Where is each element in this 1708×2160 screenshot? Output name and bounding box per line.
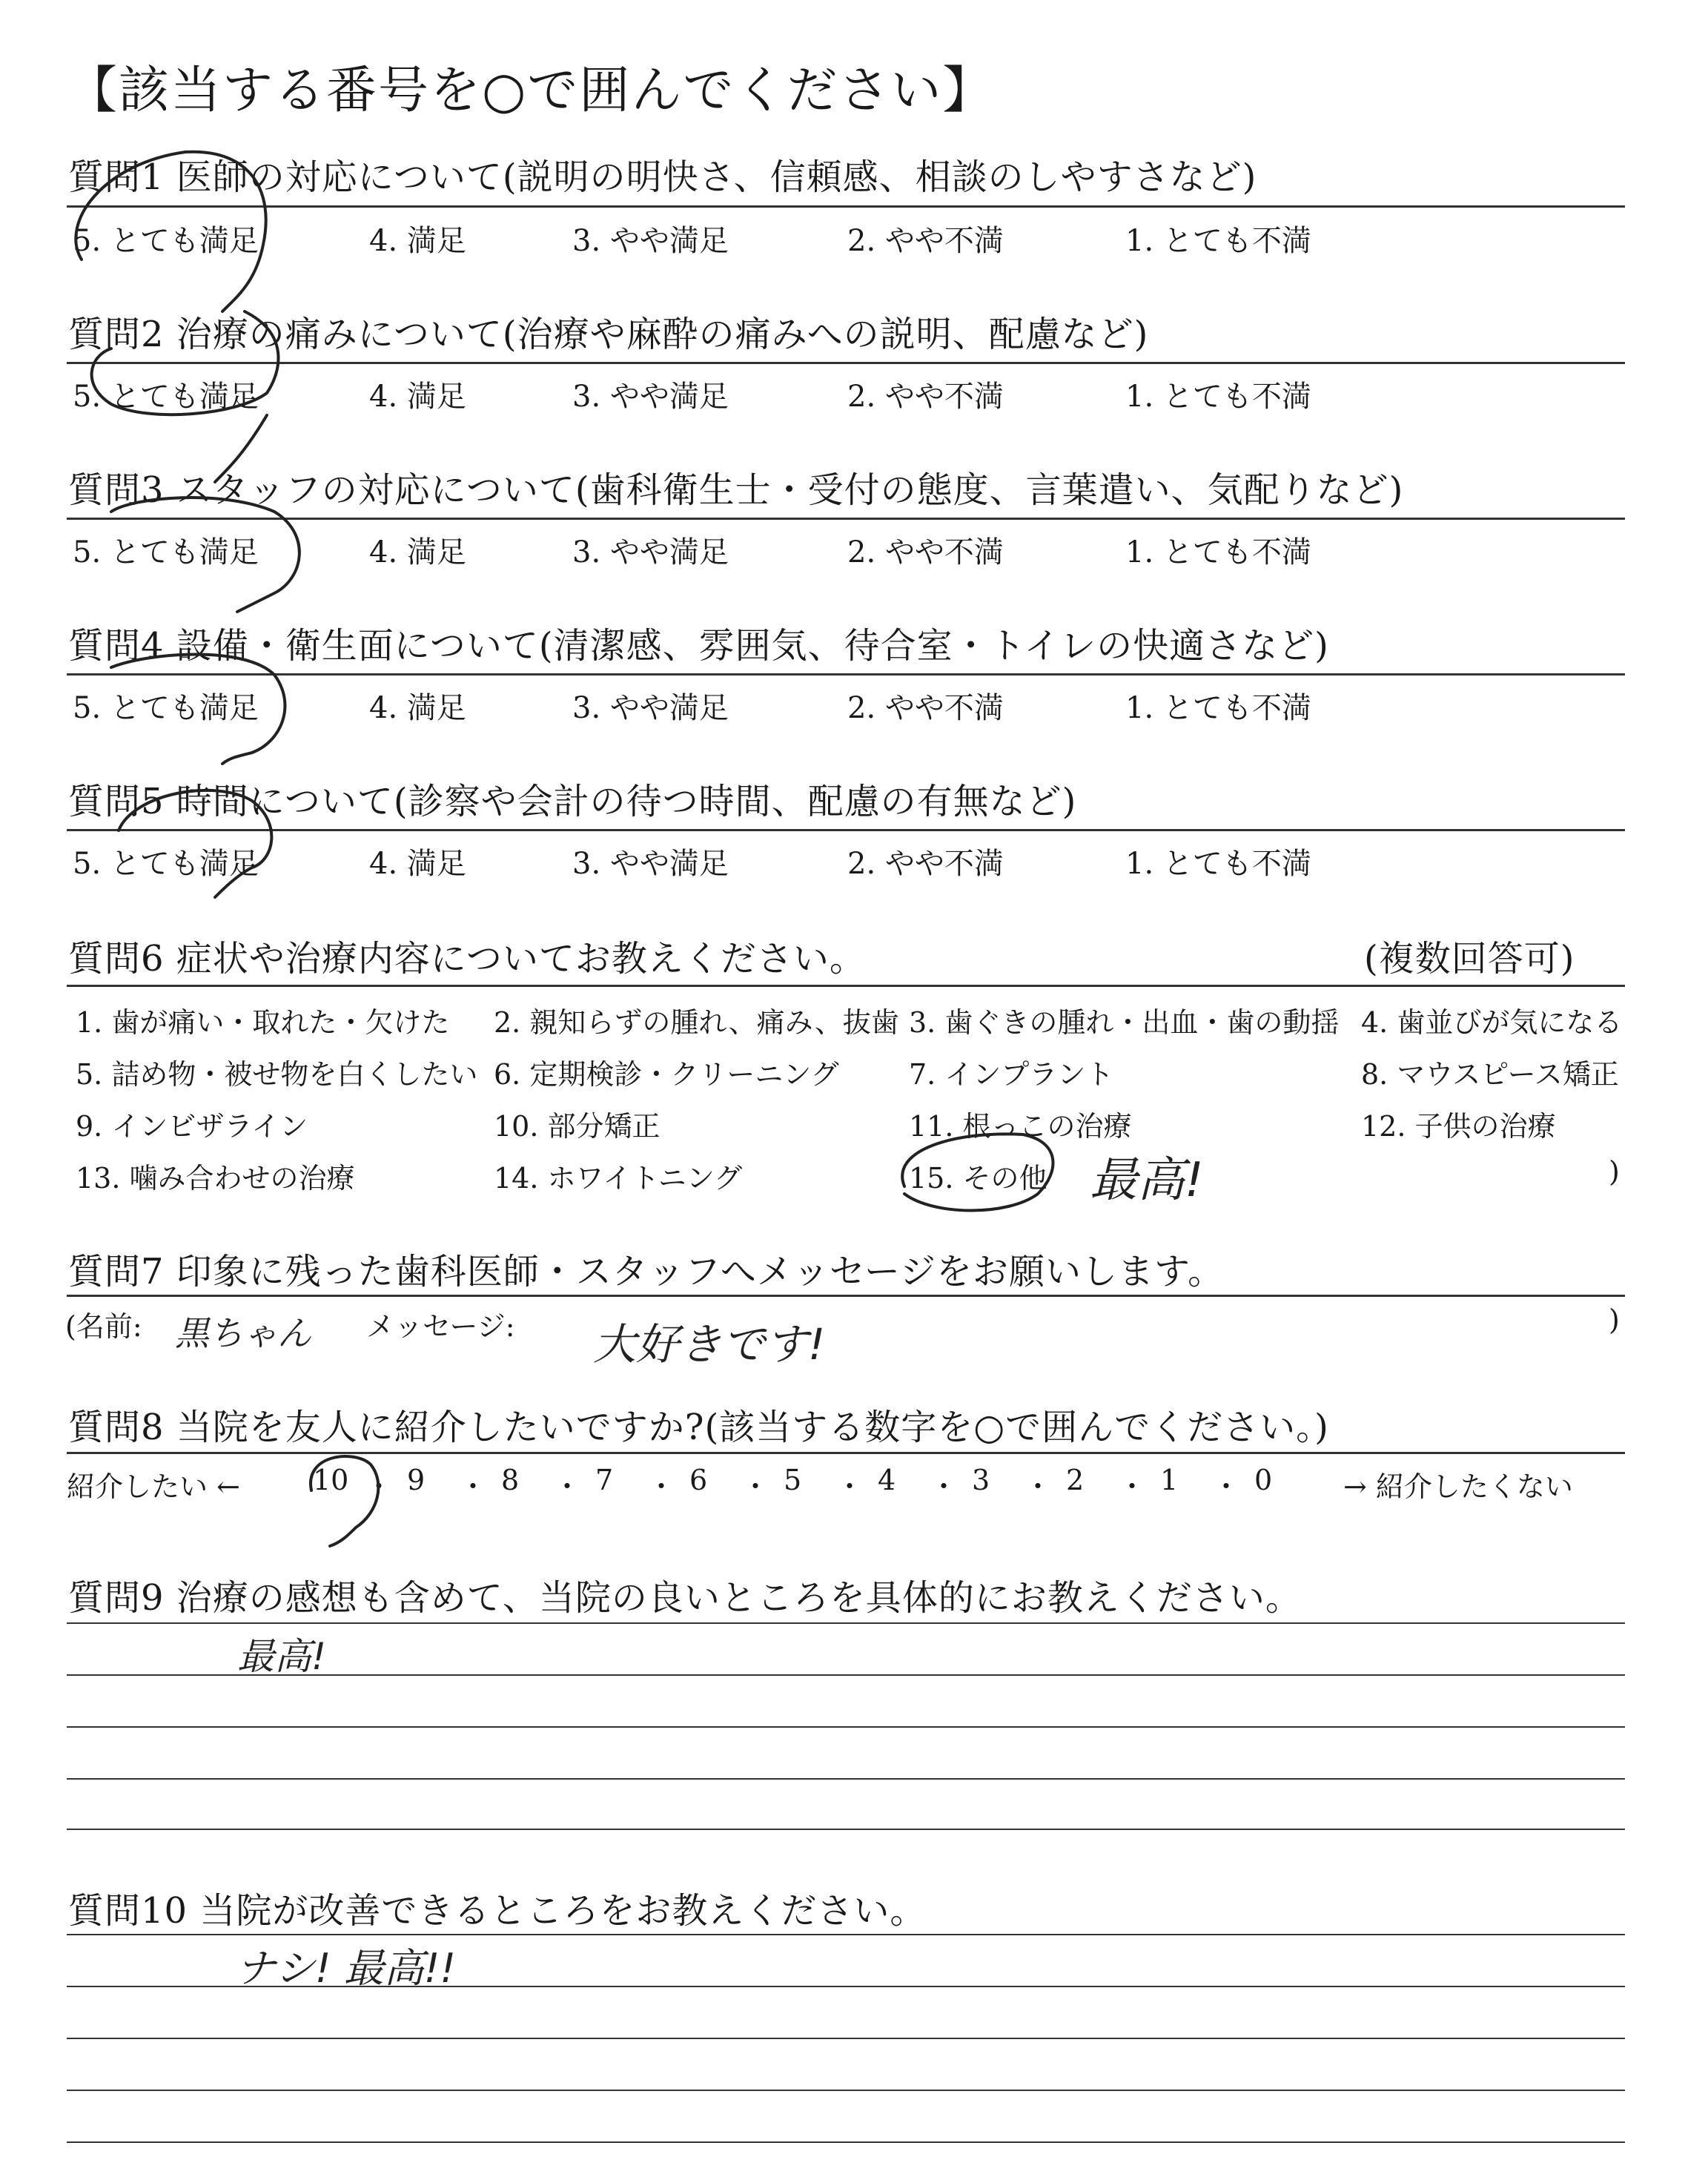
symptom-option[interactable]: 9. インビザライン [76, 1110, 308, 1143]
scale-value[interactable]: 5 [784, 1464, 802, 1496]
answer-line [67, 1726, 1625, 1728]
question-title: 質問4 設備・衛生面について(清潔感、雰囲気、待合室・トイレの快適さなど) [68, 625, 1329, 667]
symptom-option[interactable]: 4. 歯並びが気になる [1361, 1006, 1623, 1039]
message-handwritten[interactable]: 大好きです! [593, 1319, 826, 1370]
option-2[interactable]: 2. やや不満 [847, 847, 1004, 881]
answer-line [67, 1622, 1625, 1624]
name-handwritten[interactable]: 黒ちゃん [175, 1313, 311, 1353]
recommend-left-label: 紹介したい ← [67, 1470, 240, 1503]
symptom-option[interactable]: 14. ホワイトニング [494, 1162, 743, 1195]
close-paren: ) [1609, 1155, 1620, 1188]
symptom-option[interactable]: 7. インプラント [909, 1058, 1114, 1091]
divider [67, 518, 1625, 520]
option-1[interactable]: 1. とても不満 [1125, 535, 1311, 569]
scale-value[interactable]: 0 [1254, 1464, 1273, 1496]
option-2[interactable]: 2. やや不満 [847, 535, 1004, 569]
option-1[interactable]: 1. とても不満 [1125, 691, 1311, 725]
scale-separator: ・ [647, 1470, 676, 1503]
option-3[interactable]: 3. やや満足 [572, 847, 729, 881]
question-title: 質問2 治療の痛みについて(治療や麻酔の痛みへの説明、配慮など) [68, 314, 1149, 355]
option-5[interactable]: 5. とても満足 [73, 847, 259, 881]
message-label: メッセージ: [366, 1310, 515, 1343]
answer-line [67, 1674, 1625, 1676]
question-title: 質問3 スタッフの対応について(歯科衛生士・受付の態度、言葉遣い、気配りなど) [68, 469, 1404, 511]
recommend-right-label: → 紹介したくない [1343, 1470, 1573, 1503]
form-header: 【該当する番号を○で囲んでください】 [67, 62, 995, 120]
answer-line [67, 1986, 1625, 1987]
name-label: (名前: [65, 1310, 142, 1343]
option-3[interactable]: 3. やや満足 [572, 535, 729, 569]
question-title: 質問7 印象に残った歯科医師・スタッフへメッセージをお願いします。 [68, 1251, 1225, 1292]
symptom-option[interactable]: 3. 歯ぐきの腫れ・出血・歯の動揺 [909, 1006, 1340, 1039]
improvement-answer[interactable]: ナシ! 最高!! [236, 1945, 457, 1992]
scale-separator: ・ [930, 1470, 959, 1503]
answer-line [67, 2090, 1625, 2091]
answer-line [67, 2038, 1625, 2039]
scale-separator: ・ [365, 1470, 394, 1503]
option-4[interactable]: 4. 満足 [369, 224, 466, 258]
close-paren: ) [1609, 1304, 1620, 1336]
other-handwritten-answer: 最高! [1090, 1153, 1204, 1208]
question-title: 質問6 症状や治療内容についてお教えください。 [68, 938, 866, 980]
symptom-option[interactable]: 2. 親知らずの腫れ、痛み、抜歯 [494, 1006, 899, 1039]
question-title: 質問8 当院を友人に紹介したいですか?(該当する数字を○で囲んでください。) [68, 1407, 1329, 1448]
scale-separator: ・ [741, 1470, 770, 1503]
scale-separator: ・ [1118, 1470, 1147, 1503]
symptom-option[interactable]: 6. 定期検診・クリーニング [494, 1058, 839, 1091]
symptom-option[interactable]: 1. 歯が痛い・取れた・欠けた [76, 1006, 450, 1039]
option-3[interactable]: 3. やや満足 [572, 691, 729, 725]
option-3[interactable]: 3. やや満足 [572, 380, 729, 414]
scale-separator: ・ [1024, 1470, 1053, 1503]
option-5[interactable]: 5. とても満足 [73, 535, 259, 569]
symptom-option[interactable]: 12. 子供の治療 [1361, 1110, 1556, 1143]
answer-line [67, 1778, 1625, 1780]
divider [67, 205, 1625, 208]
option-2[interactable]: 2. やや不満 [847, 380, 1004, 414]
option-5[interactable]: 5. とても満足 [73, 224, 259, 258]
scale-value[interactable]: 7 [595, 1464, 614, 1496]
symptom-option[interactable]: 8. マウスピース矯正 [1361, 1058, 1619, 1091]
divider [67, 1295, 1625, 1297]
question-title: 質問10 当院が改善できるところをお教えください。 [68, 1890, 927, 1932]
answer-line [67, 2141, 1625, 2143]
scale-value[interactable]: 9 [407, 1464, 426, 1496]
scale-value[interactable]: 8 [501, 1464, 520, 1496]
scale-separator: ・ [835, 1470, 864, 1503]
option-1[interactable]: 1. とても不満 [1125, 847, 1311, 881]
option-4[interactable]: 4. 満足 [369, 691, 466, 725]
symptom-option[interactable]: 13. 噛み合わせの治療 [76, 1162, 355, 1195]
divider [67, 673, 1625, 676]
multiple-answer-note: (複数回答可) [1364, 938, 1575, 980]
answer-line [67, 1934, 1625, 1935]
option-4[interactable]: 4. 満足 [369, 380, 466, 414]
option-5[interactable]: 5. とても満足 [73, 691, 259, 725]
scale-value[interactable]: 2 [1066, 1464, 1085, 1496]
question-title: 質問9 治療の感想も含めて、当院の良いところを具体的にお教えください。 [68, 1577, 1302, 1619]
divider [67, 985, 1625, 987]
question-title: 質問5 時間について(診察や会計の待つ時間、配慮の有無など) [68, 781, 1077, 822]
option-4[interactable]: 4. 満足 [369, 535, 466, 569]
symptom-option[interactable]: 5. 詰め物・被せ物を白くしたい [76, 1058, 478, 1091]
symptom-option[interactable]: 10. 部分矯正 [494, 1110, 661, 1143]
scale-separator: ・ [553, 1470, 582, 1503]
divider [67, 362, 1625, 364]
scale-value[interactable]: 10 [313, 1464, 349, 1496]
option-5[interactable]: 5. とても満足 [73, 380, 259, 414]
option-2[interactable]: 2. やや不満 [847, 691, 1004, 725]
option-1[interactable]: 1. とても不満 [1125, 380, 1311, 414]
option-2[interactable]: 2. やや不満 [847, 224, 1004, 258]
scale-value[interactable]: 3 [972, 1464, 990, 1496]
option-1[interactable]: 1. とても不満 [1125, 224, 1311, 258]
scale-separator: ・ [1212, 1470, 1241, 1503]
scale-separator: ・ [459, 1470, 488, 1503]
question-title: 質問1 医師の対応について(説明の明快さ、信頼感、相談のしやすさなど) [68, 156, 1257, 198]
symptom-option-other[interactable]: 15. その他 [909, 1162, 1047, 1195]
symptom-option[interactable]: 11. 根っこの治療 [909, 1110, 1132, 1143]
option-3[interactable]: 3. やや満足 [572, 224, 729, 258]
good-points-answer[interactable]: 最高! [237, 1635, 327, 1678]
scale-value[interactable]: 6 [689, 1464, 708, 1496]
option-4[interactable]: 4. 満足 [369, 847, 466, 881]
divider [67, 829, 1625, 831]
divider [67, 1452, 1625, 1454]
answer-line [67, 1829, 1625, 1830]
scale-value[interactable]: 1 [1160, 1464, 1179, 1496]
scale-value[interactable]: 4 [878, 1464, 896, 1496]
